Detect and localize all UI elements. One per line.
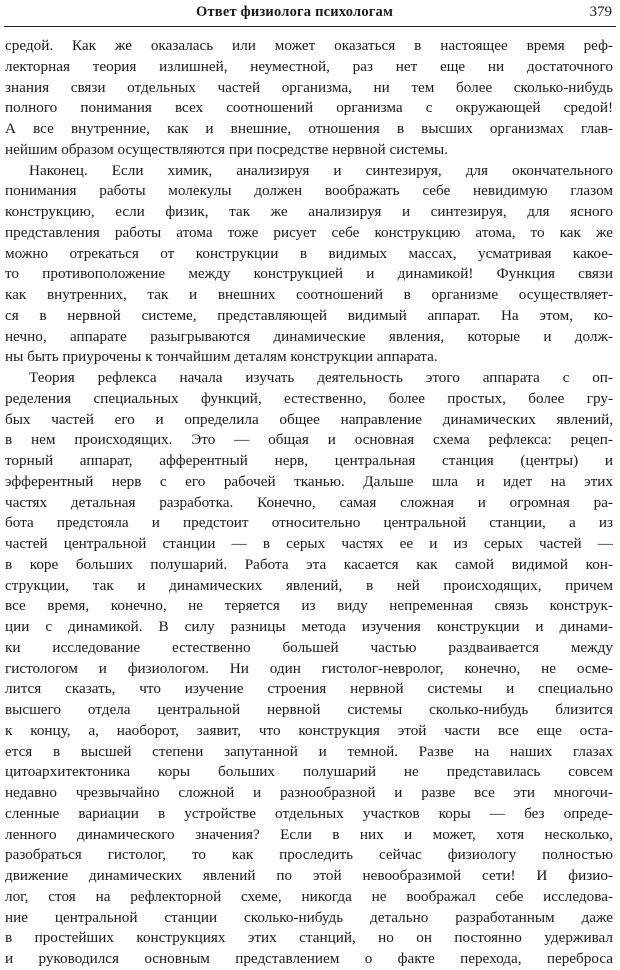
text-line: Теория рефлекса начала изучать деятельность этого аппарата с оп- <box>29 369 613 386</box>
body-text <box>5 36 613 970</box>
text-line: эфферентный нерв с его рабочей тканью. Дальше шла и идет на этих <box>5 472 613 490</box>
text-line: ции с динамикой. В силу разницы метода изучения конструкции и динами- <box>5 618 613 635</box>
text-line: ны быть приурочены к тончайшим деталям конструкции аппарата. <box>5 348 438 366</box>
text-line: ленного динамического значения? Если в них и может, хотя несколько, <box>5 825 613 843</box>
text-line: лится сказать, что изучение строения нервной системы и специально <box>5 680 613 698</box>
text-line: струкции, так и динамических явлений, в ней происходящих, причем <box>5 576 613 594</box>
text-line: бота предстояла и предстоит относительно центральной станции, а из <box>5 514 613 532</box>
text-line: нечно, аппарате разыгрываются динамические явления, которые и долж- <box>5 327 613 345</box>
text-line: в коре больших полушарий. Работа эта касается как самой видимой кон- <box>5 555 613 573</box>
paragraph <box>5 368 613 970</box>
text-line: сленные вариации в устройстве отдельных участков коры — без опреде- <box>5 804 613 822</box>
text-line: разобраться гистолог, то как проследить сейчас физиологу полностью <box>5 846 613 864</box>
text-line: А все внутренние, как и внешние, отношения в высших организмах глав- <box>5 120 613 137</box>
text-line: то противоположение между конструкцией и динамикой! Функция связи <box>5 265 613 283</box>
text-line: цитоархитектоника коры больших полушарий не представилась совсем <box>5 763 613 781</box>
text-line: частей центральной станции — в серых частях ее и из серых частей — <box>5 535 613 552</box>
text-line: нейшим образом осуществляются при посредстве нервной системы. <box>5 140 449 158</box>
page-header <box>0 0 620 30</box>
text-line: представления работы атома тоже рисует себе конструкцию атома, то как же <box>5 223 613 241</box>
paragraph <box>5 161 613 369</box>
text-line: знания связи отдельных частей организма, ни тем более сколько-нибудь <box>5 78 613 96</box>
text-line: Наконец. Если химик, анализируя и синтезируя, для окончательного <box>29 161 613 179</box>
text-line: ние центральной станции сколько-нибудь детально разработанным даже <box>5 908 613 926</box>
text-line: как внутренних, так и внешних соотношений в организме осуществляет- <box>5 286 613 303</box>
text-line: ся в нервной системе, представляющей видимый аппарат. На этом, ко- <box>5 306 613 324</box>
text-line: ется в высшей степени запутанной и темной. Разве на наших глазах <box>5 742 613 760</box>
text-line: торный аппарат, афферентный нерв, центральная станция (центры) и <box>5 452 613 469</box>
text-line: можно отрекаться от конструкции в видимых массах, усматривая какое- <box>5 244 613 262</box>
text-line: лекторная теория излишней, неуместной, раз нет еще ни достаточного <box>5 57 613 75</box>
running-title: Ответ физиолога психологам <box>196 4 394 20</box>
text-line: все время, конечно, не теряется из виду непременная связь конструк- <box>5 597 613 615</box>
text-line: частях детальная разработка. Конечно, самая сложная и огромная ра- <box>5 493 613 511</box>
text-line: ки исследование естественно большей частью раздваивается между <box>5 638 613 656</box>
text-line: недавно чрезвычайно сложной и разнообразной и разве все эти многочи- <box>5 784 613 801</box>
text-line: средой. Как же оказалась или может оказаться в настоящее время реф- <box>5 37 613 54</box>
text-line: конструкцию, если физик, так же анализируя и синтезируя, для ясного <box>5 203 613 220</box>
header-rule <box>4 26 616 27</box>
text-line: лог, стоя на рефлекторной схеме, никогда не воображал себе исследова- <box>5 887 613 905</box>
text-line: высшего отдела центральной нервной системы сколько-нибудь близится <box>5 701 613 718</box>
text-line: к концу, а, наоборот, заявит, что конструкция этой части все еще оста- <box>5 721 613 739</box>
text-line: бых частей его и определила общее направление динамических явлений, <box>5 410 613 428</box>
text-line: в простейших конструкциях этих станций, но он постоянно удерживал <box>5 929 613 947</box>
text-line: гистологом и физиологом. Ни один гистолог-невролог, конечно, не осме- <box>5 659 613 677</box>
text-line: движение динамических явлений по этой невообразимой сети! И физио- <box>5 867 613 884</box>
text-line: и руководился основным представлением о факте перехода, переброса <box>5 950 613 967</box>
text-line: полного понимания всех соотношений организма с окружающей средой! <box>5 99 613 117</box>
text-line: ределения специальных функций, естественно, более простых, более гру- <box>5 389 613 407</box>
page-number: 379 <box>589 4 612 20</box>
text-line: в нем происходящих. Это — общая и основная схема рефлекса: рецеп- <box>5 431 613 449</box>
text-line: понимания работы молекулы должен воображать себе невидимую глазом <box>5 182 613 200</box>
paragraph <box>5 36 613 161</box>
